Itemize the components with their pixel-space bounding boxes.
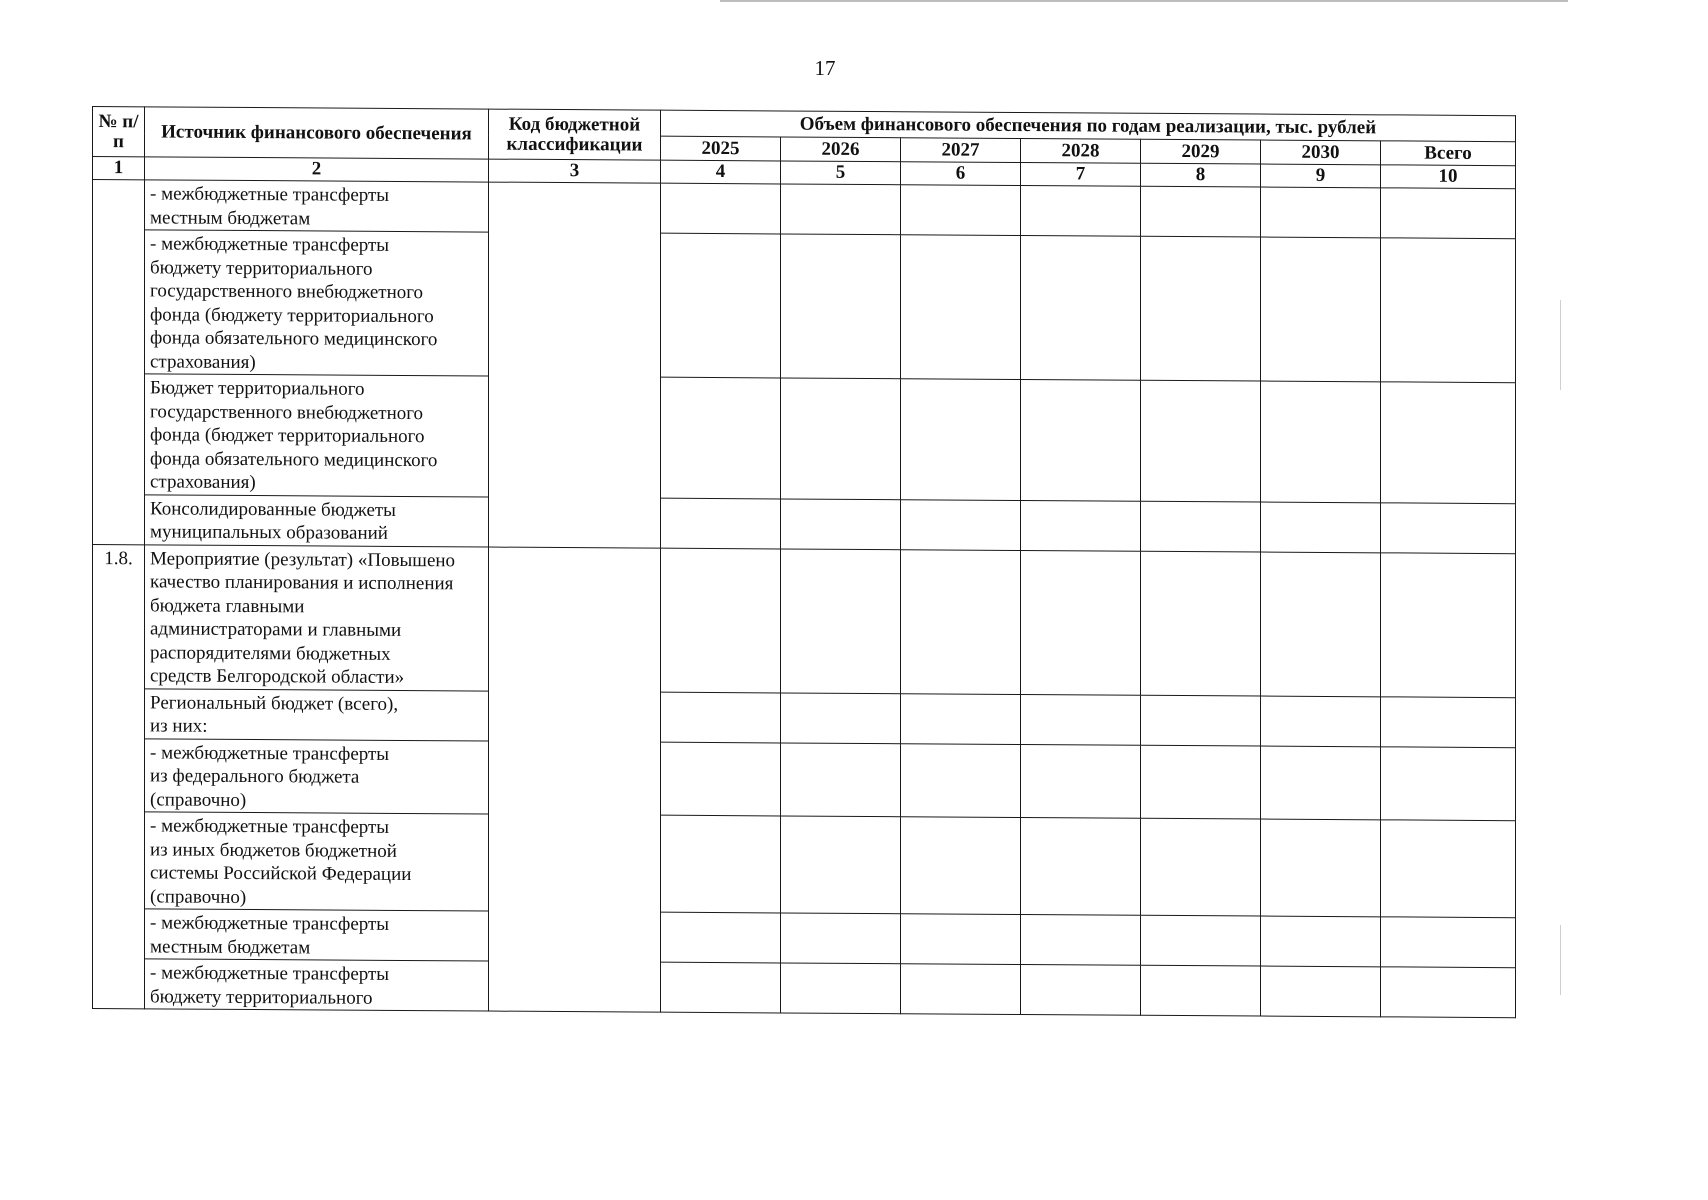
- funding-source-cell: - межбюджетные трансферты из иных бюджетов бюджетной системы Российской Федерации (справочно): [145, 812, 489, 911]
- row-number-cell: [93, 180, 145, 545]
- year-amount-cell: [661, 548, 781, 693]
- table-row: [93, 688, 1516, 747]
- year-amount-cell: [781, 498, 901, 549]
- year-amount-cell: [1261, 552, 1381, 697]
- header-year: 2028: [1021, 138, 1141, 163]
- column-number: 4: [661, 160, 781, 184]
- total-amount-cell: [1381, 917, 1516, 968]
- header-year: 2030: [1261, 140, 1381, 165]
- table-row: [93, 374, 1516, 504]
- year-amount-cell: [901, 549, 1021, 694]
- total-amount-cell: [1381, 238, 1516, 383]
- column-number: 1: [93, 157, 145, 180]
- year-amount-cell: [1261, 746, 1381, 820]
- year-amount-cell: [1261, 502, 1381, 553]
- year-amount-cell: [661, 815, 781, 913]
- year-amount-cell: [1261, 819, 1381, 917]
- total-amount-cell: [1381, 502, 1516, 553]
- funding-source-cell: Консолидированные бюджеты муниципальных образований: [145, 494, 489, 546]
- year-amount-cell: [1021, 500, 1141, 551]
- total-amount-cell: [1381, 382, 1516, 503]
- year-amount-cell: [901, 499, 1021, 550]
- year-amount-cell: [1141, 745, 1261, 819]
- year-amount-cell: [661, 233, 781, 378]
- year-amount-cell: [781, 692, 901, 743]
- header-funding-volume: Объем финансового обеспечения по годам реализации, тыс. рублей: [661, 110, 1516, 142]
- year-amount-cell: [901, 379, 1021, 500]
- year-amount-cell: [901, 693, 1021, 744]
- year-amount-cell: [901, 964, 1021, 1015]
- header-total: Всего: [1381, 141, 1516, 166]
- column-number: 6: [901, 162, 1021, 186]
- year-amount-cell: [1141, 915, 1261, 966]
- table-row: [93, 738, 1516, 821]
- year-amount-cell: [1261, 916, 1381, 967]
- year-amount-cell: [661, 692, 781, 743]
- year-amount-cell: [1141, 818, 1261, 916]
- year-amount-cell: [1261, 237, 1381, 382]
- year-amount-cell: [1261, 966, 1381, 1017]
- year-amount-cell: [661, 912, 781, 963]
- table-row: [93, 230, 1516, 383]
- year-amount-cell: [1261, 381, 1381, 502]
- page-number: 17: [814, 56, 836, 80]
- table-row: [93, 909, 1516, 968]
- year-amount-cell: [1141, 501, 1261, 552]
- header-year: 2027: [901, 138, 1021, 163]
- year-amount-cell: [1021, 550, 1141, 695]
- year-amount-cell: [781, 963, 901, 1014]
- column-number: 3: [489, 159, 661, 183]
- column-number: 2: [145, 157, 489, 182]
- year-amount-cell: [781, 378, 901, 499]
- total-amount-cell: [1381, 746, 1516, 820]
- year-amount-cell: [781, 742, 901, 816]
- column-number: 8: [1141, 163, 1261, 187]
- year-amount-cell: [1021, 914, 1141, 965]
- header-row-number: № п/п: [93, 107, 145, 157]
- year-amount-cell: [781, 184, 901, 235]
- header-year: 2025: [661, 136, 781, 161]
- year-amount-cell: [901, 235, 1021, 380]
- header-year: 2029: [1141, 139, 1261, 164]
- year-amount-cell: [1141, 380, 1261, 501]
- year-amount-cell: [661, 377, 781, 498]
- total-amount-cell: [1381, 188, 1516, 239]
- scan-edge-mark: [1560, 300, 1561, 390]
- year-amount-cell: [781, 234, 901, 379]
- year-amount-cell: [1141, 695, 1261, 746]
- row-number-cell: 1.8.: [93, 544, 145, 1009]
- year-amount-cell: [1261, 187, 1381, 238]
- funding-source-cell: Бюджет территориального государственного внебюджетного фонда (бюджет территориального фонда обязательного медицинского страхования): [145, 374, 489, 497]
- column-number: 5: [781, 161, 901, 185]
- header-budget-code: Код бюджетной классификации: [489, 109, 661, 160]
- table-row: [93, 494, 1516, 553]
- year-amount-cell: [1261, 696, 1381, 747]
- year-amount-cell: [1021, 744, 1141, 818]
- column-number: 7: [1021, 162, 1141, 186]
- top-edge-rule: [720, 0, 1568, 2]
- financing-table: [92, 106, 1516, 1018]
- year-amount-cell: [901, 914, 1021, 965]
- funding-source-cell: - межбюджетные трансферты бюджету территориального: [145, 959, 489, 1011]
- funding-source-cell: - межбюджетные трансферты из федерального бюджета (справочно): [145, 738, 489, 814]
- column-number: 10: [1381, 165, 1516, 189]
- budget-code-cell: [489, 182, 661, 548]
- funding-source-cell: Региональный бюджет (всего), из них:: [145, 688, 489, 740]
- year-amount-cell: [781, 913, 901, 964]
- year-amount-cell: [781, 548, 901, 693]
- year-amount-cell: [901, 817, 1021, 915]
- scan-edge-mark: [1560, 925, 1561, 995]
- year-amount-cell: [1141, 551, 1261, 696]
- total-amount-cell: [1381, 552, 1516, 697]
- year-amount-cell: [1141, 965, 1261, 1016]
- table-row: [93, 544, 1516, 697]
- header-funding-source: Источник финансового обеспечения: [145, 107, 489, 159]
- column-number: 9: [1261, 164, 1381, 188]
- total-amount-cell: [1381, 820, 1516, 918]
- funding-source-cell: - межбюджетные трансферты бюджету территориального государственного внебюджетного фонда (бюджету территориального фонда обязательного медицинского страхования): [145, 230, 489, 376]
- year-amount-cell: [901, 743, 1021, 817]
- table-row: [93, 812, 1516, 918]
- year-amount-cell: [1021, 694, 1141, 745]
- funding-source-cell: - межбюджетные трансферты местным бюджетам: [145, 180, 489, 232]
- year-amount-cell: [1021, 817, 1141, 915]
- year-amount-cell: [1021, 235, 1141, 380]
- funding-source-cell: - межбюджетные трансферты местным бюджетам: [145, 909, 489, 961]
- table-row: [93, 959, 1516, 1018]
- total-amount-cell: [1381, 967, 1516, 1018]
- year-amount-cell: [661, 962, 781, 1013]
- total-amount-cell: [1381, 696, 1516, 747]
- year-amount-cell: [901, 185, 1021, 236]
- header-year: 2026: [781, 137, 901, 162]
- year-amount-cell: [781, 816, 901, 914]
- year-amount-cell: [1021, 964, 1141, 1015]
- funding-source-cell: Мероприятие (результат) «Повышено качество планирования и исполнения бюджета главными администраторами и главными распорядителями бюджетных средств Белгородской области»: [145, 544, 489, 690]
- year-amount-cell: [1021, 185, 1141, 236]
- year-amount-cell: [1141, 186, 1261, 237]
- budget-code-cell: [489, 547, 661, 1013]
- year-amount-cell: [1021, 379, 1141, 500]
- year-amount-cell: [1141, 236, 1261, 381]
- year-amount-cell: [661, 742, 781, 816]
- year-amount-cell: [661, 183, 781, 234]
- table-row: [93, 180, 1516, 239]
- year-amount-cell: [661, 498, 781, 549]
